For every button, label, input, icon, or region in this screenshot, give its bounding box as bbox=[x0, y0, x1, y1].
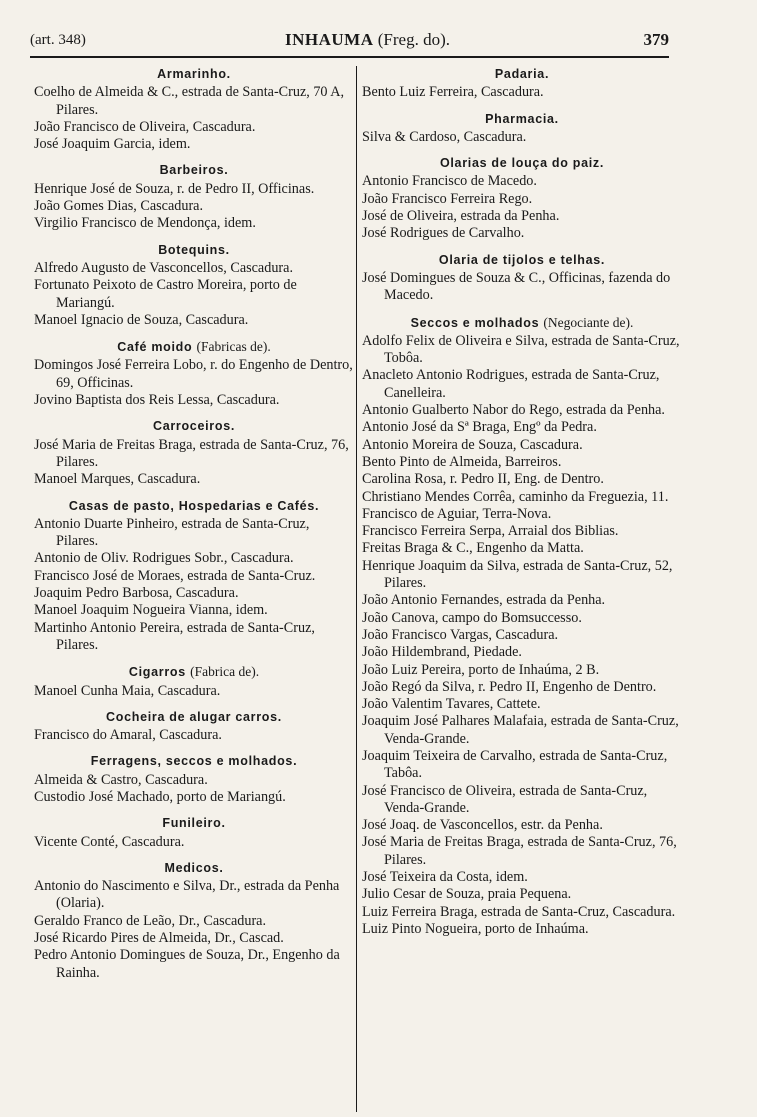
section-title: Olaria de tijolos e telhas. bbox=[438, 252, 606, 267]
section-title: Pharmacia. bbox=[485, 111, 559, 126]
page-title bbox=[285, 30, 450, 50]
column-divider bbox=[356, 66, 357, 1112]
directory-entry: Martinho Antonio Pereira, estrada de Santa-Cruz, Pilares. bbox=[34, 619, 315, 653]
section-heading bbox=[362, 66, 682, 83]
directory-entry: Antonio Gualberto Nabor do Rego, estrada da Penha. bbox=[362, 402, 665, 419]
section-heading bbox=[362, 252, 682, 269]
directory-entry: José Maria de Freitas Braga, estrada de Santa-Cruz, 76, Pilares. bbox=[34, 436, 349, 470]
directory-entry: João Luiz Pereira, porto de Inhaúma, 2 B. bbox=[362, 661, 600, 678]
directory-section bbox=[34, 815, 354, 851]
section-heading bbox=[34, 498, 354, 515]
directory-entry: Geraldo Franco de Leão, Dr., Cascadura. bbox=[34, 912, 267, 929]
directory-entry: José Ricardo Pires de Almeida, Dr., Cascad. bbox=[34, 930, 284, 947]
directory-entry: José de Oliveira, estrada da Penha. bbox=[362, 208, 560, 225]
section-title: Botequins. bbox=[158, 242, 230, 257]
page-number: 379 bbox=[643, 30, 669, 49]
directory-entry: João Hildembrand, Piedade. bbox=[362, 644, 522, 661]
section-title: Medicos. bbox=[164, 860, 224, 875]
section-heading bbox=[362, 111, 682, 128]
directory-entry: Manoel Joaquim Nogueira Vianna, idem. bbox=[34, 602, 268, 619]
directory-section bbox=[34, 753, 354, 806]
directory-entry: Bento Pinto de Almeida, Barreiros. bbox=[362, 453, 562, 470]
directory-entry: Julio Cesar de Souza, praia Pequena. bbox=[362, 886, 572, 903]
directory-section bbox=[362, 111, 682, 147]
directory-entry: Carolina Rosa, r. Pedro II, Eng. de Dentro. bbox=[362, 471, 604, 488]
section-title: Funileiro. bbox=[162, 816, 226, 831]
section-heading bbox=[362, 314, 682, 332]
directory-entry: Christiano Mendes Corrêa, caminho da Freguezia, 11. bbox=[362, 488, 669, 505]
section-heading bbox=[34, 709, 354, 726]
directory-section bbox=[34, 242, 354, 329]
directory-entry: Domingos José Ferreira Lobo, r. do Engenho de Dentro, 69, Officinas. bbox=[34, 357, 353, 391]
section-title: Ferragens, seccos e molhados. bbox=[90, 754, 298, 769]
directory-entry: Luiz Ferreira Braga, estrada de Santa-Cruz, Cascadura. bbox=[362, 903, 676, 920]
directory-entry: Francisco Ferreira Serpa, Arraial dos Biblias. bbox=[362, 523, 619, 540]
directory-entry: Antonio José da Sª Braga, Engº da Pedra. bbox=[362, 419, 597, 436]
directory-entry: João Regó da Silva, r. Pedro II, Engenho de Dentro. bbox=[362, 678, 657, 695]
directory-section bbox=[34, 418, 354, 488]
directory-entry: Virgilio Francisco de Mendonça, idem. bbox=[34, 215, 256, 232]
directory-entry: Bento Luiz Ferreira, Cascadura. bbox=[362, 84, 544, 101]
section-heading bbox=[34, 418, 354, 435]
section-heading bbox=[34, 162, 354, 179]
directory-entry: José Domingues de Souza & C., Officinas, fazenda do Macedo. bbox=[362, 269, 671, 304]
directory-entry: João Canova, campo do Bomsuccesso. bbox=[362, 609, 582, 626]
section-note: (Negociante de). bbox=[543, 314, 634, 330]
directory-entry: Joaquim Pedro Barbosa, Cascadura. bbox=[34, 585, 239, 602]
directory-entry: Fortunato Peixoto de Castro Moreira, porto de Mariangú. bbox=[34, 277, 297, 311]
directory-section bbox=[34, 338, 354, 409]
directory-entry: Freitas Braga & C., Engenho da Matta. bbox=[362, 540, 584, 557]
directory-entry: Pedro Antonio Domingues de Souza, Dr., Engenho da Rainha. bbox=[34, 947, 340, 981]
directory-entry: Francisco José de Moraes, estrada de Santa-Cruz. bbox=[34, 567, 316, 584]
directory-entry: João Francisco Vargas, Cascadura. bbox=[362, 626, 559, 643]
directory-entry: Joaquim Teixeira de Carvalho, estrada de Santa-Cruz, Tabôa. bbox=[362, 747, 668, 782]
section-title: Seccos e molhados bbox=[410, 315, 540, 330]
directory-entry: Antonio Moreira de Souza, Cascadura. bbox=[362, 436, 583, 453]
directory-section bbox=[34, 860, 354, 982]
section-heading bbox=[34, 860, 354, 877]
directory-section bbox=[34, 66, 354, 153]
directory-entry: Henrique José de Souza, r. de Pedro II, Officinas. bbox=[34, 180, 315, 197]
directory-entry: Francisco de Aguiar, Terra-Nova. bbox=[362, 505, 552, 522]
directory-entry: José Joaq. de Vasconcellos, estr. da Penha. bbox=[362, 817, 603, 834]
directory-entry: José Teixeira da Costa, idem. bbox=[362, 869, 528, 886]
section-title: Barbeiros. bbox=[159, 163, 229, 178]
directory-section bbox=[362, 155, 682, 242]
right-column bbox=[362, 66, 682, 947]
section-title: Olarias de louça do paiz. bbox=[439, 156, 605, 171]
directory-entry: Adolfo Felix de Oliveira e Silva, estrada de Santa-Cruz, Tobôa. bbox=[362, 332, 680, 367]
directory-section bbox=[34, 663, 354, 700]
directory-section bbox=[362, 252, 682, 305]
directory-entry: Manoel Marques, Cascadura. bbox=[34, 471, 201, 488]
parish-label: (Freg. do). bbox=[377, 30, 450, 49]
directory-entry: João Antonio Fernandes, estrada da Penha. bbox=[362, 592, 606, 609]
section-heading bbox=[362, 155, 682, 172]
directory-entry: Custodio José Machado, porto de Mariangú. bbox=[34, 788, 286, 805]
section-heading bbox=[34, 663, 354, 681]
directory-entry: Silva & Cardoso, Cascadura. bbox=[362, 128, 527, 145]
directory-entry: João Francisco Ferreira Rego. bbox=[362, 190, 533, 207]
directory-entry: Antonio do Nascimento e Silva, Dr., estrada da Penha (Olaria). bbox=[34, 878, 340, 912]
section-title: Cigarros bbox=[128, 665, 186, 680]
directory-entry: Antonio Francisco de Macedo. bbox=[362, 173, 537, 190]
section-heading bbox=[34, 815, 354, 832]
section-title: Padaria. bbox=[494, 67, 550, 81]
section-heading bbox=[34, 242, 354, 259]
section-note: (Fabricas de). bbox=[196, 339, 271, 355]
section-title: Carroceiros. bbox=[152, 419, 236, 434]
left-column bbox=[34, 66, 354, 991]
directory-entry: Almeida & Castro, Cascadura. bbox=[34, 771, 208, 788]
section-heading bbox=[34, 338, 354, 356]
section-heading bbox=[34, 66, 354, 83]
page-header bbox=[30, 30, 669, 58]
directory-entry: Antonio de Oliv. Rodrigues Sobr., Cascadura. bbox=[34, 550, 294, 567]
directory-entry: José Francisco de Oliveira, estrada de Santa-Cruz, Venda-Grande. bbox=[362, 782, 648, 816]
directory-entry: Joaquim José Palhares Malafaia, estrada de Santa-Cruz, Venda-Grande. bbox=[362, 713, 679, 747]
directory-entry: Manoel Cunha Maia, Cascadura. bbox=[34, 682, 221, 699]
section-heading bbox=[34, 753, 354, 770]
directory-entry: Vicente Conté, Cascadura. bbox=[34, 833, 185, 850]
directory-entry: Alfredo Augusto de Vasconcellos, Cascadura. bbox=[34, 259, 293, 276]
section-title: Cocheira de alugar carros. bbox=[106, 709, 282, 724]
directory-section bbox=[362, 314, 682, 939]
directory-entry: João Francisco de Oliveira, Cascadura. bbox=[34, 118, 256, 135]
directory-entry: Luiz Pinto Nogueira, porto de Inhaúma. bbox=[362, 920, 589, 937]
directory-section bbox=[362, 66, 682, 102]
directory-entry: Antonio Duarte Pinheiro, estrada de Santa-Cruz, Pilares. bbox=[34, 515, 310, 550]
section-title: Café moido bbox=[117, 340, 193, 355]
directory-entry: Jovino Baptista dos Reis Lessa, Cascadura. bbox=[34, 392, 280, 409]
directory-entry: Francisco do Amaral, Cascadura. bbox=[34, 727, 222, 744]
directory-entry: Manoel Ignacio de Souza, Cascadura. bbox=[34, 311, 249, 328]
directory-entry: José Joaquim Garcia, idem. bbox=[34, 136, 191, 153]
directory-section bbox=[34, 709, 354, 745]
directory-entry: Henrique Joaquim da Silva, estrada de Santa-Cruz, 52, Pilares. bbox=[362, 557, 673, 592]
directory-entry: João Gomes Dias, Cascadura. bbox=[34, 198, 204, 215]
directory-entry: Anacleto Antonio Rodrigues, estrada de Santa-Cruz, Canelleira. bbox=[362, 367, 660, 401]
section-note: (Fabrica de). bbox=[190, 664, 260, 680]
directory-section bbox=[34, 498, 354, 655]
section-title: Armarinho. bbox=[157, 67, 231, 81]
directory-section bbox=[34, 162, 354, 232]
directory-entry: José Maria de Freitas Braga, estrada de Santa-Cruz, 76, Pilares. bbox=[362, 834, 677, 868]
place-name: INHAUMA bbox=[285, 30, 374, 49]
directory-entry: José Rodrigues de Carvalho. bbox=[362, 225, 525, 242]
directory-entry: João Valentim Tavares, Cattete. bbox=[362, 696, 541, 713]
directory-entry: Coelho de Almeida & C., estrada de Santa-Cruz, 70 A, Pilares. bbox=[34, 84, 345, 118]
article-reference: (art. 348) bbox=[30, 32, 86, 48]
section-title: Casas de pasto, Hospedarias e Cafés. bbox=[68, 498, 320, 513]
